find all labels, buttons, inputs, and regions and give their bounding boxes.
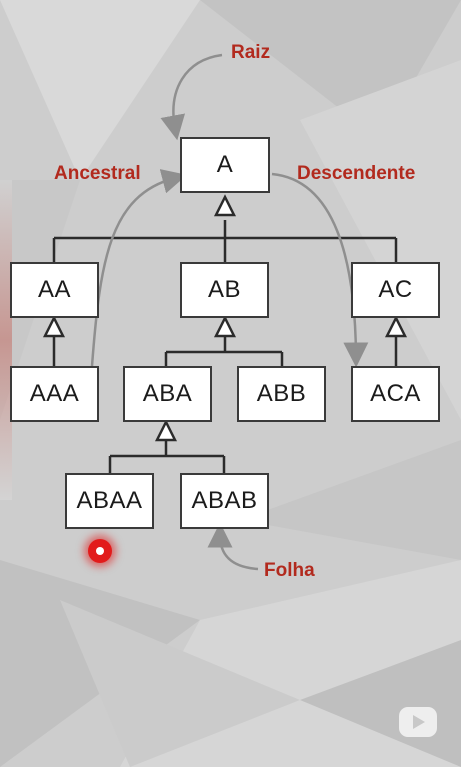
node-aa: AA [10,262,99,318]
node-aaa: AAA [10,366,99,422]
descendant-label: Descendente [297,163,416,184]
ancestor-label: Ancestral [54,163,141,184]
node-ac: AC [351,262,440,318]
root-label: Raiz [231,42,271,63]
leaf-label: Folha [264,560,315,581]
node-a: A [180,137,270,193]
play-logo-icon [399,707,437,737]
node-abaa: ABAA [65,473,154,529]
node-aca: ACA [351,366,440,422]
node-ab: AB [180,262,269,318]
pointer-highlight [88,539,112,563]
node-abb: ABB [237,366,326,422]
node-abab: ABAB [180,473,269,529]
node-aba: ABA [123,366,212,422]
